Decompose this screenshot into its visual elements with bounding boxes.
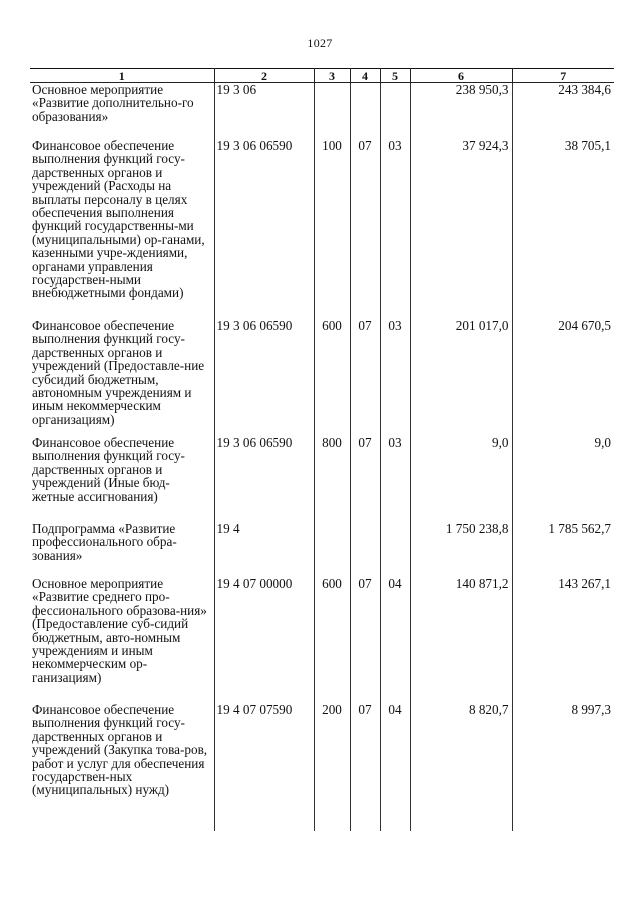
- row-expense-type: 800: [314, 431, 350, 520]
- row-code: 19 3 06: [214, 83, 314, 138]
- row-name: Финансовое обеспечение выполнения функций госу-дарственных органов и учреждений (Предоставле-ние субсидий бюджетным, автономным учреждениям и иным некоммерческим организациям): [30, 316, 214, 431]
- row-expense-type: 600: [314, 316, 350, 431]
- row-value-col7: 38 705,1: [512, 137, 614, 316]
- row-value-col6: 8 820,7: [410, 700, 512, 831]
- row-subsection: 03: [380, 316, 410, 431]
- row-name: Финансовое обеспечение выполнения функций госу-дарственных органов и учреждений (Расходы на выплаты персоналу в целях обеспечения выполнения функций государственны-ми (муниципальными) ор-ганами, казенными учре-ждениями, органами управления государствен-ными внебюджетными фондами): [30, 137, 214, 316]
- row-code: 19 3 06 06590: [214, 431, 314, 520]
- row-subsection: 04: [380, 700, 410, 831]
- row-value-col6: 9,0: [410, 431, 512, 520]
- row-section: 07: [350, 576, 380, 700]
- row-section: [350, 83, 380, 138]
- row-expense-type: [314, 520, 350, 576]
- row-name: Подпрограмма «Развитие профессионального обра-зования»: [30, 520, 214, 576]
- header-col-7: 7: [512, 69, 614, 83]
- row-value-col7: 143 267,1: [512, 576, 614, 700]
- row-expense-type: [314, 83, 350, 138]
- header-col-2: 2: [214, 69, 314, 83]
- table-row: [30, 520, 614, 576]
- row-subsection: 03: [380, 431, 410, 520]
- row-name: Финансовое обеспечение выполнения функций госу-дарственных органов и учреждений (Иные бюд-жетные ассигнования): [30, 431, 214, 520]
- header-col-1: 1: [30, 69, 214, 83]
- row-section: 07: [350, 431, 380, 520]
- header-col-5: 5: [380, 69, 410, 83]
- row-value-col6: 238 950,3: [410, 83, 512, 138]
- header-col-4: 4: [350, 69, 380, 83]
- row-expense-type: 600: [314, 576, 350, 700]
- row-code: 19 4: [214, 520, 314, 576]
- row-value-col7: 204 670,5: [512, 316, 614, 431]
- row-value-col6: 201 017,0: [410, 316, 512, 431]
- header-row: [30, 69, 614, 83]
- table-row: [30, 137, 614, 316]
- row-value-col7: 1 785 562,7: [512, 520, 614, 576]
- row-code: 19 3 06 06590: [214, 137, 314, 316]
- table-header: [30, 69, 614, 83]
- row-code: 19 3 06 06590: [214, 316, 314, 431]
- table-row: [30, 316, 614, 431]
- table-row: [30, 83, 614, 138]
- row-section: 07: [350, 137, 380, 316]
- row-subsection: 03: [380, 137, 410, 316]
- row-code: 19 4 07 07590: [214, 700, 314, 831]
- row-expense-type: 200: [314, 700, 350, 831]
- table-row: [30, 576, 614, 700]
- table-row: [30, 700, 614, 831]
- row-section: 07: [350, 700, 380, 831]
- page-number: 1027: [307, 36, 333, 50]
- row-code: 19 4 07 00000: [214, 576, 314, 700]
- row-expense-type: 100: [314, 137, 350, 316]
- row-section: [350, 520, 380, 576]
- row-name: Основное мероприятие «Развитие среднего про-фессионального образова-ния» (Предоставление суб-сидий бюджетным, авто-номным учреждениям и иным некоммерческим ор-ганизациям): [30, 576, 214, 700]
- row-subsection: [380, 520, 410, 576]
- row-subsection: 04: [380, 576, 410, 700]
- table-row: [30, 431, 614, 520]
- row-subsection: [380, 83, 410, 138]
- row-value-col6: 1 750 238,8: [410, 520, 512, 576]
- row-value-col7: 8 997,3: [512, 700, 614, 831]
- budget-table: [30, 68, 614, 831]
- row-name: Финансовое обеспечение выполнения функций госу-дарственных органов и учреждений (Закупка това-ров, работ и услуг для обеспечения государствен-ных (муниципальных) нужд): [30, 700, 214, 831]
- row-value-col6: 140 871,2: [410, 576, 512, 700]
- header-col-3: 3: [314, 69, 350, 83]
- row-value-col7: 9,0: [512, 431, 614, 520]
- row-section: 07: [350, 316, 380, 431]
- row-value-col6: 37 924,3: [410, 137, 512, 316]
- table-body: [30, 83, 614, 832]
- header-col-6: 6: [410, 69, 512, 83]
- row-value-col7: 243 384,6: [512, 83, 614, 138]
- row-name: Основное мероприятие «Развитие дополнительно-го образования»: [30, 83, 214, 138]
